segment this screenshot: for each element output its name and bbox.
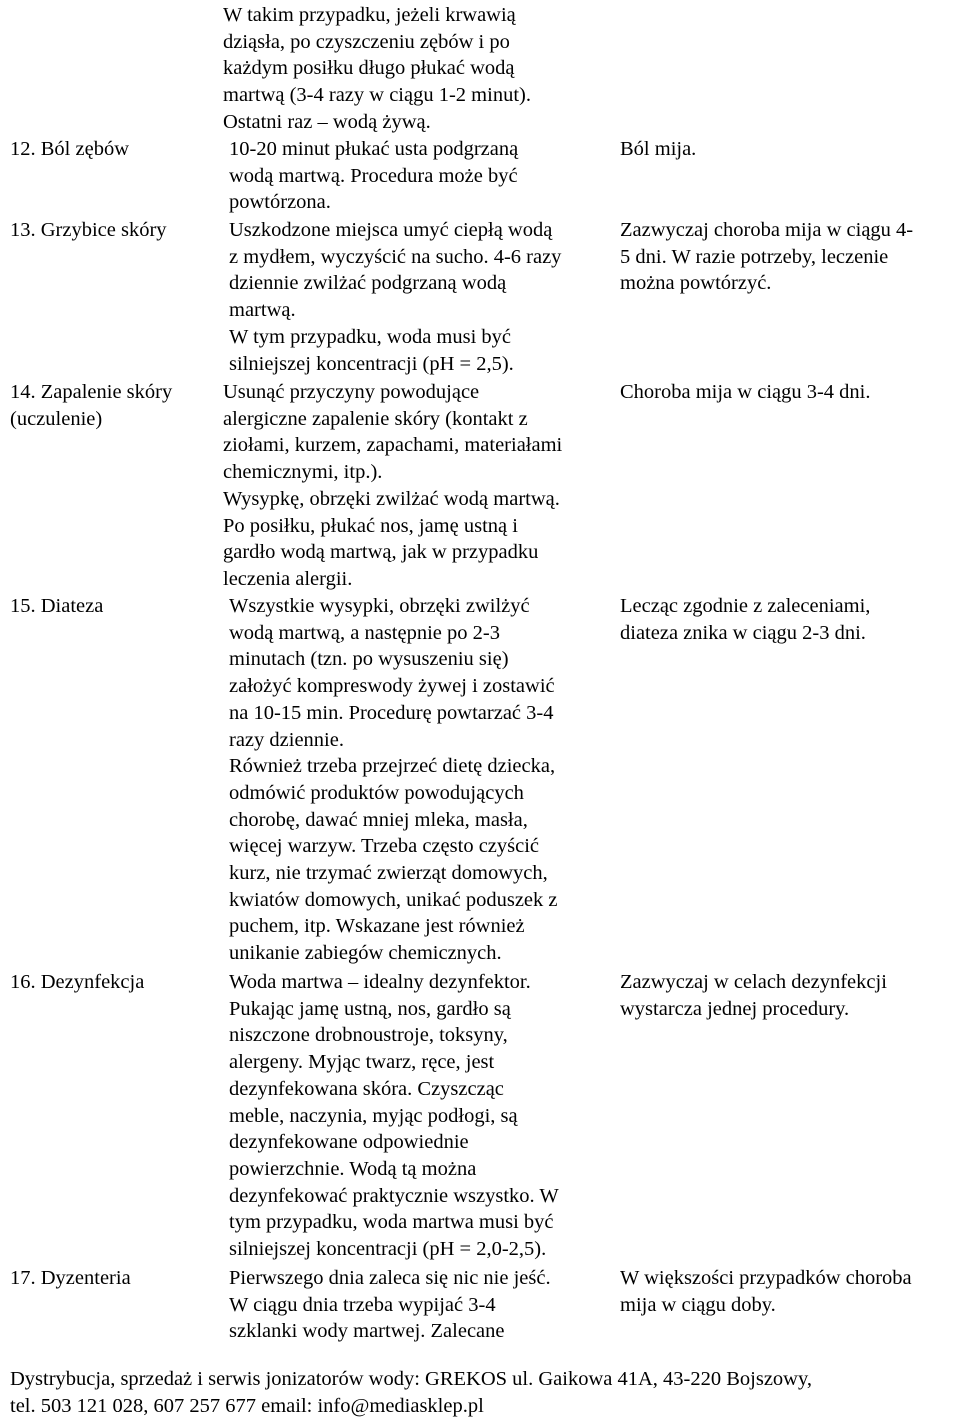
- result-text: Zazwyczaj w celach dezynfekcji wystarcza jednej procedury.: [620, 971, 887, 1020]
- treatment-text: Pierwszego dnia zaleca się nic nie jeść. W ciągu dnia trzeba wypijać 3-4 szklanki wody martwej. Zalecane: [229, 1267, 551, 1343]
- result-text: Ból mija.: [620, 138, 697, 160]
- result-text: W większości przypadków choroba mija w ciągu doby.: [620, 1267, 912, 1316]
- condition-title: 13. Grzybice skóry: [10, 219, 167, 241]
- result-text: Choroba mija w ciągu 3-4 dni.: [620, 381, 871, 403]
- condition-title: 16. Dezynfekcja: [10, 971, 145, 993]
- result-text: Zazwyczaj choroba mija w ciągu 4- 5 dni. W razie potrzeby, leczenie można powtórzyć.: [620, 219, 914, 295]
- treatment-text: Uszkodzone miejsca umyć ciepłą wodą z mydłem, wyczyścić na sucho. 4-6 razy dziennie zwilżać podgrzaną wodą martwą. W tym przypadku, woda musi być silniejszej koncentracji (pH = 2,5).: [229, 219, 562, 375]
- result-text: Lecząc zgodnie z zaleceniami, diateza znika w ciągu 2-3 dni.: [620, 595, 871, 644]
- condition-title: 15. Diateza: [10, 595, 104, 617]
- treatment-text: Woda martwa – idealny dezynfektor. Pukając jamę ustną, nos, gardło są niszczone drobnoustroje, toksyny, alergeny. Myjąc twarz, ręce, jest dezynfekowana skóra. Czyszcząc meble, naczynia, myjąc podłogi, są dezynfekowane odpowiednie powierzchnie. Wodą tą można dezynfekować praktycznie wszystko. W tym przypadku, woda martwa musi być silniejszej koncentracji (pH = 2,0-2,5).: [229, 971, 559, 1261]
- condition-title: 17. Dyzenteria: [10, 1267, 131, 1289]
- treatment-text: 10-20 minut płukać usta podgrzaną wodą martwą. Procedura może być powtórzona.: [229, 138, 519, 214]
- page-footer: Dystrybucja, sprzedaż i serwis jonizatorów wody: GREKOS ul. Gaikowa 41A, 43-220 Bojszowy, tel. 503 121 028, 607 257 677 email: info@mediasklep.pl: [10, 1368, 813, 1417]
- condition-title: 14. Zapalenie skóry (uczulenie): [10, 381, 173, 430]
- treatment-text: Wszystkie wysypki, obrzęki zwilżyć wodą martwą, a następnie po 2-3 minutach (tzn. po wysuszeniu się) założyć kompreswody żywej i zostawić na 10-15 min. Procedurę powtarzać 3-4 razy dziennie. Również trzeba przejrzeć dietę dziecka, odmówić produktów powodujących chorobę, dawać mniej mleka, masła, więcej warzyw. Trzeba często czyścić kurz, nie trzymać zwierząt domowych, kwiatów domowych, unikać poduszek z puchem, itp. Wskazane jest również unikanie zabiegów chemicznych.: [229, 595, 558, 965]
- condition-title: 12. Ból zębów: [10, 138, 129, 160]
- treatment-text: Usunąć przyczyny powodujące alergiczne zapalenie skóry (kontakt z ziołami, kurzem, zapachami, materiałami chemicznymi, itp.). Wysypkę, obrzęki zwilżać wodą martwą. Po posiłku, płukać nos, jamę ustną i gardło wodą martwą, jak w przypadku leczenia alergii.: [223, 381, 563, 590]
- treatment-text: W takim przypadku, jeżeli krwawią dziąsła, po czyszczeniu zębów i po każdym posiłku długo płukać wodą martwą (3-4 razy w ciągu 1-2 minut). Ostatni raz – wodą żywą.: [223, 4, 531, 133]
